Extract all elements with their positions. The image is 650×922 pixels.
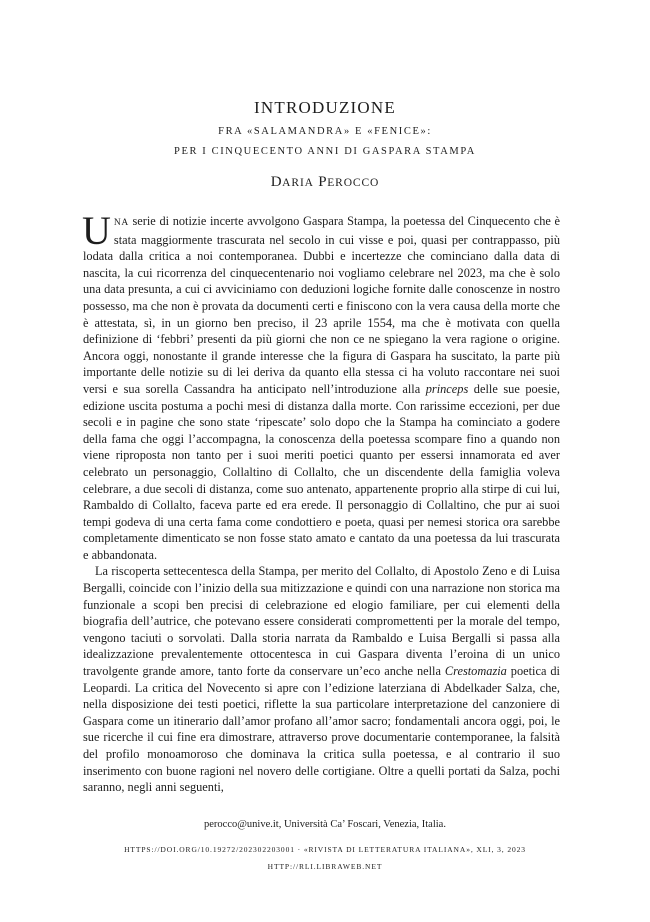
author-first-initial: D <box>270 174 283 190</box>
paragraph-2-text-a: La riscoperta settecentesca della Stampa, per merito del Collalto, di Apostolo Zeno e di Luisa Bergalli, coincide con l’inizio della sua mitizzazione e quindi con una narrazione non storica ma funzionale a scopi ben precisi di celebrazione ed elogio familiare, per cui elementi della biografia dell’autrice, che potevano essere considerati compromettenti per la morale del tempo, vengono taciuti o sorvolati. Dalla storia narrata da Rambaldo e Luisa Bergalli si passa alla idealizzazione prevalentemente ottocentesca in cui Gaspara diventa l’eroina di un unico travolgente grande amore, tanto forte da conservare un’eco anche nella <box>83 564 560 679</box>
paragraph-1-text-a: serie di notizie incerte avvolgono Gaspara Stampa, la poetessa del Cinquecento che è stata maggiormente trascurata nel secolo in cui visse e poi, quasi per contrappasso, più lodata dalla critica a noi contemporanea. Dubbi e incertezze che cominciano dalla data di nascita, la cui ricorrenza del cinquecentenario noi vogliamo celebrare nel 2023, ma che è solo una data presunta, a cui ci avviciniamo con deduzioni logiche fornite dalle conoscenze in nostro possesso, ma che non è provata da documenti certi e finiscono con la vera causa della morte che è attestata, sì, in un giorno ben preciso, il 23 aprile 1554, ma che è motivata con quella definizione di ‘febbri’ presenti da più giorni che non ce ne spiegano la vera ragione o origine. Ancora oggi, nonostante il grande interesse che la figura di Gaspara ha suscitato, la parte più importante delle notizie su di lei deriva da quanto ella stessa ci ha voluto raccontare nei suoi versi e sua sorella Cassandra ha anticipato nell’introduzione alla <box>83 214 560 396</box>
subtitle-text-1: FRA «SALAMANDRA» E «FENICE»: <box>218 126 432 137</box>
drop-cap: U <box>82 208 111 253</box>
author-last-initial: P <box>318 174 328 190</box>
author-affiliation-note: perocco@unive.it, Università Ca’ Foscari, Venezia, Italia. <box>204 819 446 830</box>
article-subtitle-line-2 <box>0 146 650 157</box>
paragraph-1-italic: princeps <box>425 381 469 396</box>
paragraph-2 <box>83 563 560 795</box>
author-first-rest: ARIA <box>282 177 314 189</box>
article-title: INTRODUZIONE <box>254 98 396 117</box>
article-subtitle-line-1 <box>0 126 650 137</box>
paragraph-1-text-b: delle sue poesie, edizione uscita postuma a pochi mesi di distanza dalla morte. Con rarissime eccezioni, per due secoli e in pagine che sono state ‘ripescate’ solo dopo che la Stampa ha cominciato a godere della fama che oggi l’accompagna, la conoscenza della poetessa scompare fino a quando non viene riproposta non tanto per i suoi meriti poetici quanto per essersi innamorata ed aver celebrato un personaggio, Collaltino di Collalto, che un discendente della famiglia voleva celebrare, a due secoli di distanza, come suo antenato, appartenente proprio alla stirpe di cui lui, Rambaldo di Collalto, faceva parte ed era erede. Il personaggio di Collaltino, che pur ai suoi tempi godeva di una certa fama come condottiero e poeta, quasi per nemesi storica ora sarebbe completamente dimenticato se non fosse stato amato e cantato da una poetessa da lui trascurata e abbandonata. <box>83 381 560 562</box>
paragraph-2-text-b: poetica di Leopardi. La critica del Novecento si apre con l’edizione laterziana di Abdelkader Salza, che, nella disposizione dei testi poetici, riflette la sua particolare interpretazione del canzoniere di Gaspara come un itinerario dall’amor profano all’amor sacro; fondamentali ancora oggi, poi, le sue ricerche il cui fine era dimostrare, attraverso prove documentarie contemporanee, la falsità del profilo monoamoroso che dominava la critica sulla poetessa, e al contrario il suo inserimento con buone ragioni nel novero delle cortigiane. Oltre a quelli portati da Salza, pochi saranno, negli anni seguenti, <box>83 664 560 795</box>
paragraph-2-italic: Crestomazia <box>444 664 507 679</box>
author-last-rest: EROCCO <box>327 177 380 189</box>
subtitle-text-2: PER I CINQUECENTO ANNI DI GASPARA STAMPA <box>174 146 476 157</box>
paragraph-1 <box>82 208 560 563</box>
first-word-rest: NA <box>113 218 129 228</box>
journal-url-line: HTTP://RLI.LIBRAWEB.NET <box>267 862 383 871</box>
article-body <box>82 208 560 796</box>
article-author <box>0 174 650 191</box>
doi-citation-line: HTTPS://DOI.ORG/10.19272/202302203001 · «RIVISTA DI LETTERATURA ITALIANA», XLI, 3, 2023 <box>124 845 526 854</box>
